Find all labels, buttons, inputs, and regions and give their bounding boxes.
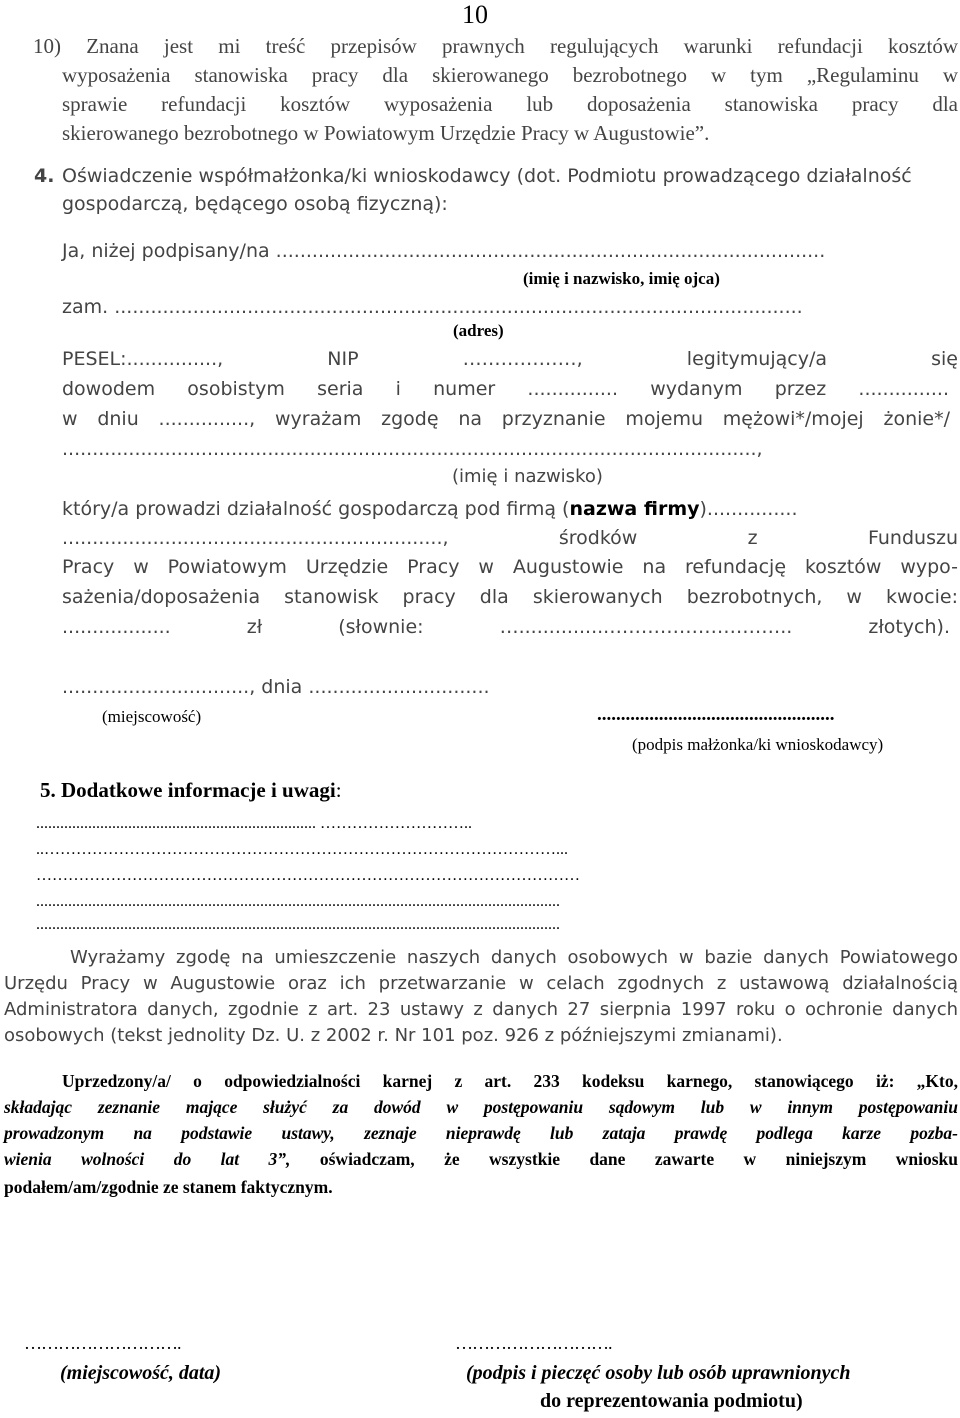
ja-caption: (imię i nazwisko, imię ojca): [523, 269, 720, 288]
p10-line-3: sprawie refundacji kosztów wyposażenia lub doposażenia stanowiska pracy dla: [62, 92, 958, 116]
s5-dot-line-2: ..……………………………………………………………………………………...: [36, 841, 568, 858]
pesel-line: PESEL:..............., NIP ………………, legitymujący/a się: [62, 348, 958, 370]
firma-line-bold: nazwa firmy: [569, 498, 700, 520]
consent-line-4: osobowych (tekst jednolity Dz. U. z 2002 r. Nr 101 poz. 926 z późniejszymi zmianami).: [4, 1025, 783, 1046]
firma-line-pre: który/a prowadzi działalność gospodarczą pod firmą (: [62, 498, 570, 520]
dots-line: ...................................................................................................................,: [62, 438, 763, 460]
s4-heading-line-1: Oświadczenie współmałżonka/ki wnioskodawcy (dot. Podmiotu prowadzącego działalność: [62, 165, 912, 187]
footer-right-caption-2: do reprezentowania podmiotu): [540, 1390, 803, 1412]
firma-line: [62, 494, 798, 524]
zam-caption: (adres): [453, 321, 504, 340]
s5-dot-line-4: ...................................................................................................................................: [36, 893, 560, 910]
footer-left-caption: (miejscowość, data): [60, 1362, 222, 1384]
s5-heading-colon: :: [335, 778, 342, 802]
zam-line: zam. ..................................................................................................................: [62, 296, 803, 318]
warning-line-4-rest: oświadczam, że wszystkie dane zawarte w niniejszym wniosku: [290, 1149, 959, 1169]
s5-dot-line-3: …………………………………………………………………………………………: [36, 867, 580, 884]
dnia-line: ..............................., dnia ..............................: [62, 676, 490, 698]
pracy-line: Pracy w Powiatowym Urzędzie Pracy w Augustowie na refundację kosztów wypo-: [62, 556, 958, 578]
consent-line-1: Wyrażamy zgodę na umieszczenie naszych danych osobowych w bazie danych Powiatowego: [70, 947, 958, 968]
signature-caption: (podpis małżonka/ki wnioskodawcy): [632, 735, 884, 754]
footer-left-dots: ……………………….: [24, 1333, 181, 1353]
p10-line-1: 10) Znana jest mi treść przepisów prawnych regulujących warunki refundacji kosztów: [33, 34, 958, 58]
p10-line-2: wyposażenia stanowiska pracy dla skierowanego bezrobotnego w tym „Regulaminu w: [62, 63, 958, 87]
firma-line-post: )...............: [699, 498, 798, 520]
s5-heading: [40, 776, 342, 804]
ja-line: Ja, niżej podpisany/na ...........................................................................................: [62, 240, 826, 262]
p10-line-4: skierowanego bezrobotnego w Powiatowym Urzędzie Pracy w Augustowie”.: [62, 121, 710, 145]
dowod-line: dowodem osobistym seria i numer ............... wydanym przez ...............: [62, 378, 949, 400]
s5-dot-line-5: ...................................................................................................................................: [36, 916, 560, 933]
miejscowosc-caption: (miejscowość): [102, 707, 202, 726]
footer-right-caption-1: (podpis i pieczęć osoby lub osób uprawnionych: [466, 1362, 851, 1384]
warning-line-4: [4, 1146, 958, 1172]
s4-heading-number: 4.: [34, 165, 55, 187]
consent-line-3: Administratora danych, zgodnie z art. 23 ustawy z danych 27 sierpnia 1997 roku o ochronie danych: [4, 999, 958, 1020]
sazenia-line: sażenia/doposażenia stanowisk pracy dla skierowanych bezrobotnych, w kwocie:: [62, 586, 958, 608]
s5-dot-line-1: ...................................................................... ………………………..: [36, 815, 472, 832]
s4-heading-line-2: gospodarczą, będącego osobą fizyczną):: [62, 193, 448, 215]
dniu-line: w dniu ..............., wyrażam zgodę na przyznanie mojemu mężowi*/mojej żonie*/: [62, 408, 950, 430]
footer-right-dots: ……………………….: [455, 1333, 612, 1353]
s5-heading-text: 5. Dodatkowe informacje i uwagi: [40, 778, 336, 802]
warning-line-4-italic: wienia wolności do lat 3”,: [4, 1149, 291, 1169]
zl-line: .................. zł (słownie: …...............……………………….. złotych).: [62, 616, 950, 638]
warning-line-5: podałem/am/zgodnie ze stanem faktycznym.: [4, 1177, 333, 1197]
srodkow-line: ..............................................................., środków z Funduszu: [62, 527, 958, 549]
warning-line-2: składając zeznanie mające służyć za dowód w postępowaniu sądowym lub w innym postępowaniu: [4, 1097, 958, 1117]
signature-dots: ..................................................: [597, 704, 835, 725]
warning-line-3: prowadzonym na podstawie ustawy, zeznaje nieprawdę lub zataja prawdę podlega karze pozba-: [4, 1123, 958, 1143]
warning-line-1: Uprzedzony/a/ o odpowiedzialności karnej z art. 233 kodeksu karnego, stanowiącego iż: „Kto,: [62, 1071, 958, 1091]
page-number: 10: [462, 0, 488, 29]
consent-line-2: Urzędu Pracy w Augustowie oraz ich przetwarzanie w celach zgodnych z ustawową działalnością: [4, 973, 958, 994]
name-caption: (imię i nazwisko): [452, 466, 603, 487]
